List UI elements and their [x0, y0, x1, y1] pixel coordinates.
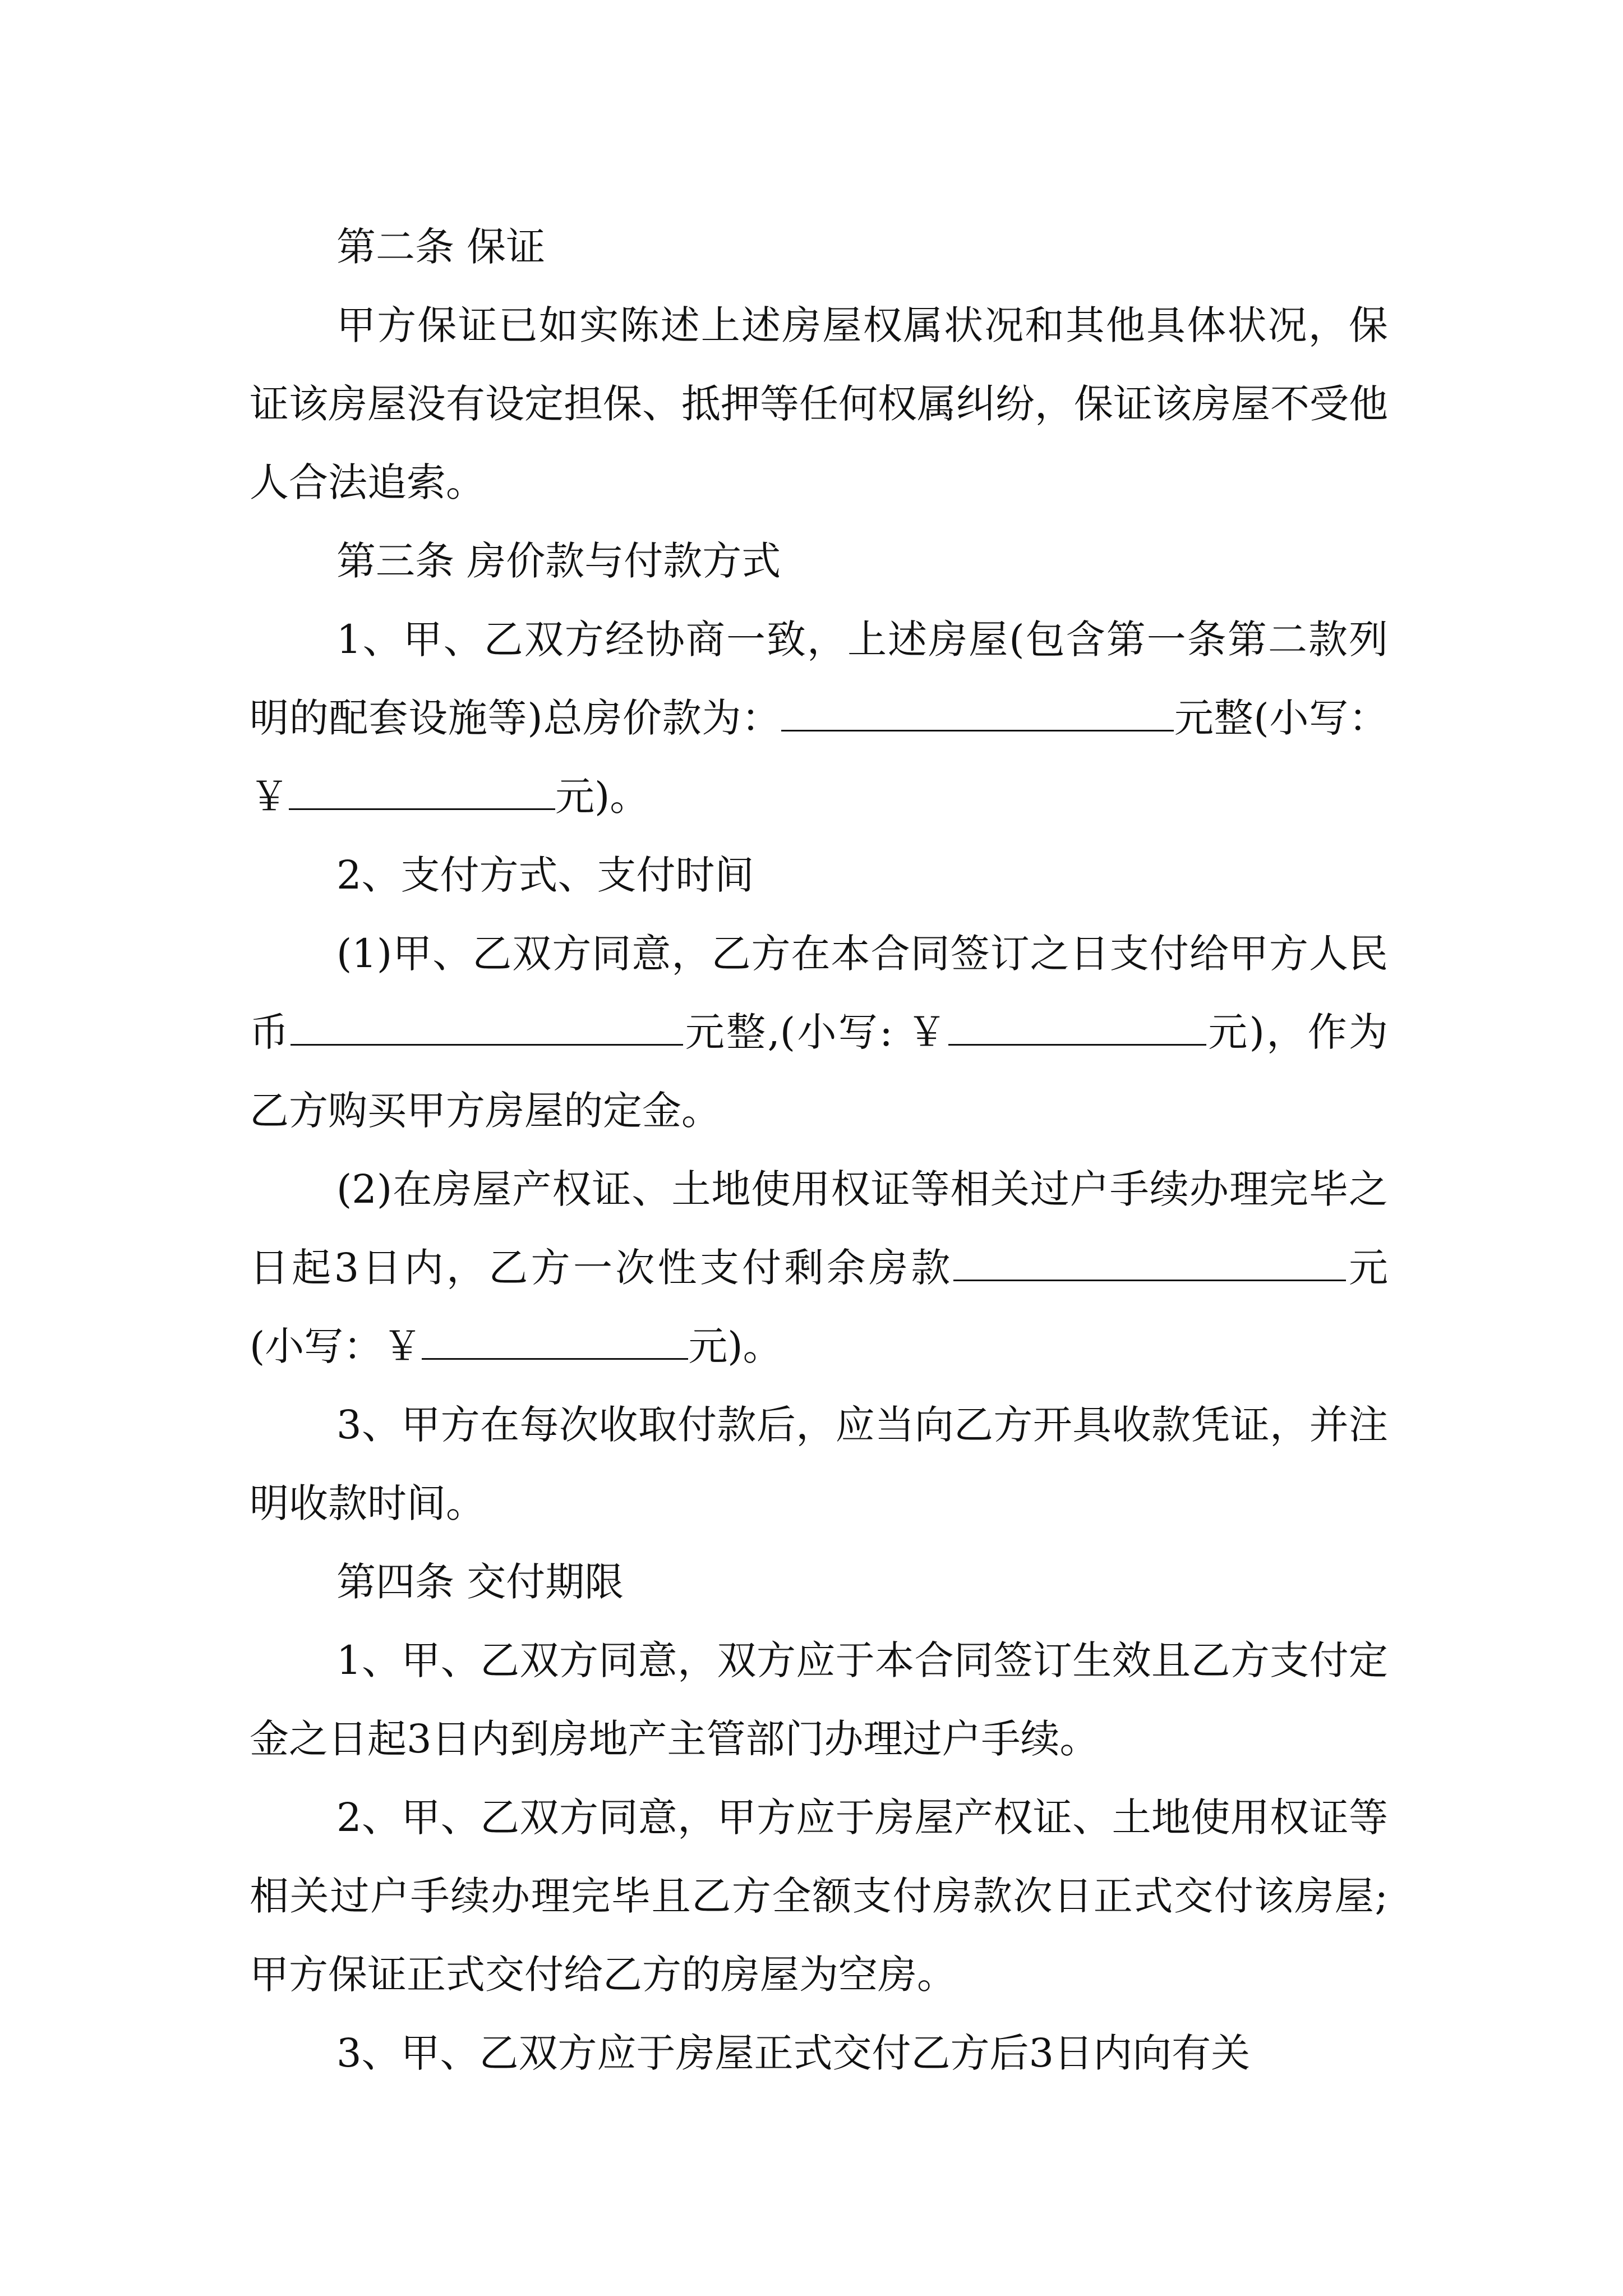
registration-paragraph: 3、甲、乙双方应于房屋正式交付乙方后3日内向有关: [336, 2030, 1251, 2076]
total-price-blank: [781, 695, 1174, 731]
balance-text-2: 元(小写：￥: [250, 1245, 1388, 1369]
article-heading-3: 第三条 房价款与付款方式: [336, 538, 781, 584]
contract-body: [250, 208, 1388, 2092]
deposit-text: (1)甲、乙双方同意，乙方在本合同签订之日支付给甲方人民币: [250, 931, 1388, 1055]
deposit-small-blank: [948, 1009, 1206, 1046]
deposit-paragraph: [250, 914, 1388, 1150]
balance-paragraph: [250, 1150, 1388, 1386]
balance-text: (2)在房屋产权证、土地使用权证等相关过户手续办理完毕之日起3日内，乙方一次性支付剩余房款: [250, 1166, 1388, 1291]
transfer-paragraph: 1、甲、乙双方同意，双方应于本合同签订生效且乙方支付定金之日起3日内到房地产主管部门办理过户手续。: [250, 1637, 1388, 1762]
total-price-text-3: 元)。: [555, 774, 649, 820]
total-price-text-2: 元整(小写：￥: [250, 695, 1389, 820]
article-heading-4: 第四条 交付期限: [336, 1559, 624, 1605]
article-heading-2: 第二条 保证: [336, 224, 546, 270]
deposit-text-3: 元)，作为乙方购买甲方房屋的定金。: [250, 1009, 1389, 1134]
total-price-text: 1、甲、乙双方经协商一致，上述房屋(包含第一条第二款列明的配套设施等)总房价款为：: [250, 616, 1388, 741]
balance-text-3: 元)。: [688, 1323, 782, 1369]
deposit-blank: [291, 1009, 683, 1046]
total-price-paragraph: [250, 600, 1388, 836]
balance-blank: [953, 1245, 1346, 1281]
guarantee-paragraph: 甲方保证已如实陈述上述房屋权属状况和其他具体状况，保证该房屋没有设定担保、抵押等任何权属纠纷，保证该房屋不受他人合法追索。: [250, 302, 1388, 505]
payment-method-heading: 2、支付方式、支付时间: [336, 852, 754, 898]
deposit-text-2: 元整,(小写: ￥: [683, 1009, 948, 1055]
balance-small-blank: [422, 1323, 688, 1360]
receipt-paragraph: 3、甲方在每次收取付款后，应当向乙方开具收款凭证，并注明收款时间。: [250, 1402, 1388, 1526]
delivery-paragraph: 2、甲、乙双方同意，甲方应于房屋产权证、土地使用权证等相关过户手续办理完毕且乙方全额支付房款次日正式交付该房屋;甲方保证正式交付给乙方的房屋为空房。: [250, 1795, 1388, 1998]
total-price-small-blank: [289, 774, 555, 810]
